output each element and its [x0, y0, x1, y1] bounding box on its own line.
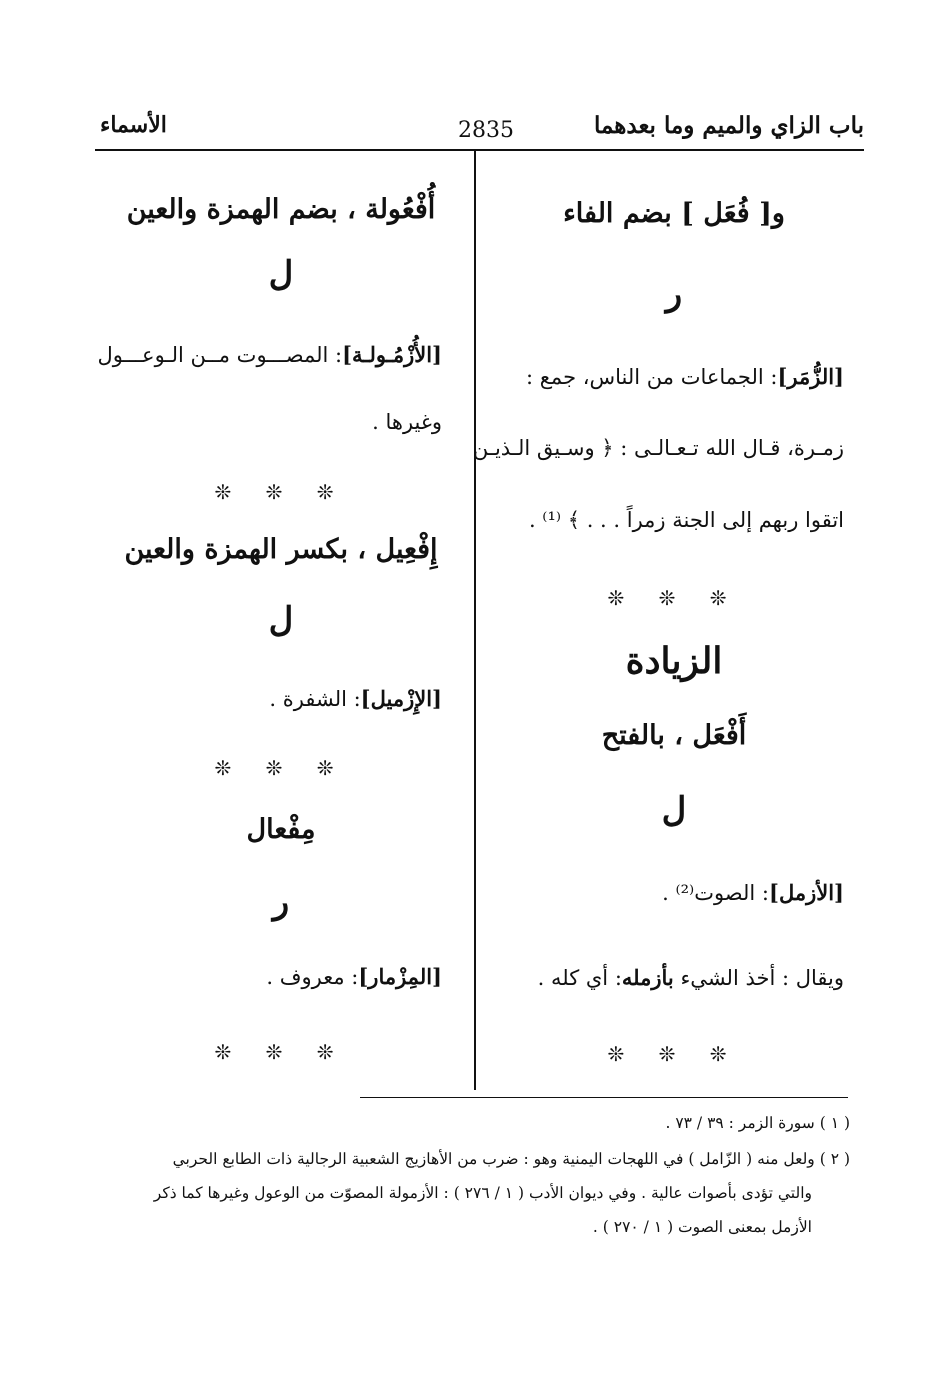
root-letter: ل: [661, 790, 687, 830]
entry-text: : معروف .: [266, 965, 359, 989]
entry-text: : المصـــوت مــن الـوعـــول: [97, 343, 343, 367]
entry-line: [97, 342, 442, 367]
footnote-continuation: الأزمل بمعنى الصوت ( ١ / ٢٧٠ ) .: [592, 1218, 812, 1236]
entry-text: ويقال : أخذ الشيء: [680, 966, 844, 990]
entry-line: وغيرها .: [372, 410, 442, 434]
page-number: 2835: [458, 118, 514, 143]
pattern-heading: و[ فُعَل ] بضم الفاء: [563, 198, 785, 229]
right-column: [472, 150, 864, 1090]
entry-headword: [المِزْمار]: [358, 964, 442, 989]
pattern-heading: أُفْعُولة ، بضم الهمزة والعين: [126, 194, 436, 225]
pattern-heading: أَفْعَل ، بالفتح: [601, 720, 747, 751]
entry-line: اتقوا ربهم إلى الجنة زمراً . . . ﴾ ⁽¹⁾ .: [528, 508, 844, 532]
entry-headword: [الأُزْمُـولـة]: [342, 342, 442, 367]
entry-headword: [الأزمل]: [769, 880, 844, 905]
entry-text: : الصوت⁽²⁾ .: [662, 881, 770, 905]
entry-line: [266, 964, 442, 989]
section-separator: ❊ ❊ ❊: [214, 756, 348, 780]
footnote: ( ١ ) سورة الزمر : ٣٩ / ٧٣ .: [665, 1114, 850, 1132]
entry-line: زمـرة، قـال الله تـعـالـى : ﴿ وسـيق الـذيـن: [472, 436, 844, 460]
footnote-rule: [360, 1097, 848, 1098]
entry-headword: [الزُّمَر]: [777, 364, 844, 389]
entry-line: [526, 364, 844, 389]
root-letter: ر: [272, 882, 290, 922]
entry-text: : أي كله .: [537, 966, 622, 990]
root-letter: ل: [268, 254, 294, 294]
column-divider: [474, 150, 476, 1090]
section-separator: ❊ ❊ ❊: [607, 1042, 741, 1066]
running-head-right: باب الزاي والميم وما بعدهما: [593, 112, 864, 139]
section-title: الزيادة: [625, 640, 723, 682]
left-column: [95, 150, 467, 1090]
entry-line: [269, 686, 442, 711]
running-head-left: الأسماء: [100, 112, 167, 138]
pattern-heading: إِفْعِيل ، بكسر الهمزة والعين: [124, 534, 438, 565]
entry-headword: [الإِزْميل]: [360, 686, 442, 711]
footnote: ( ٢ ) ولعل منه ( الزّامل ) في اللهجات اليمنية وهو : ضرب من الأهازيج الشعبية الرجالية ذات الطابع الحربي: [172, 1150, 850, 1168]
entry-text: : الشفرة .: [269, 687, 361, 711]
root-letter: ر: [665, 274, 683, 314]
footnote-continuation: والتي تؤدى بأصوات عالية . وفي ديوان الأدب ( ١ / ٢٧٦ ) : الأزمولة المصوّت من الوعول وغيرها كما ذكر: [153, 1184, 812, 1202]
entry-line: [662, 880, 844, 905]
section-separator: ❊ ❊ ❊: [214, 1040, 348, 1064]
entry-headword: بأزمله: [621, 965, 674, 990]
entry-text: : الجماعات من الناس، جمع :: [526, 365, 778, 389]
entry-line: [538, 965, 844, 990]
section-separator: ❊ ❊ ❊: [214, 480, 348, 504]
section-separator: ❊ ❊ ❊: [607, 586, 741, 610]
pattern-heading: مِفْعال: [246, 814, 316, 845]
root-letter: ل: [268, 600, 294, 640]
